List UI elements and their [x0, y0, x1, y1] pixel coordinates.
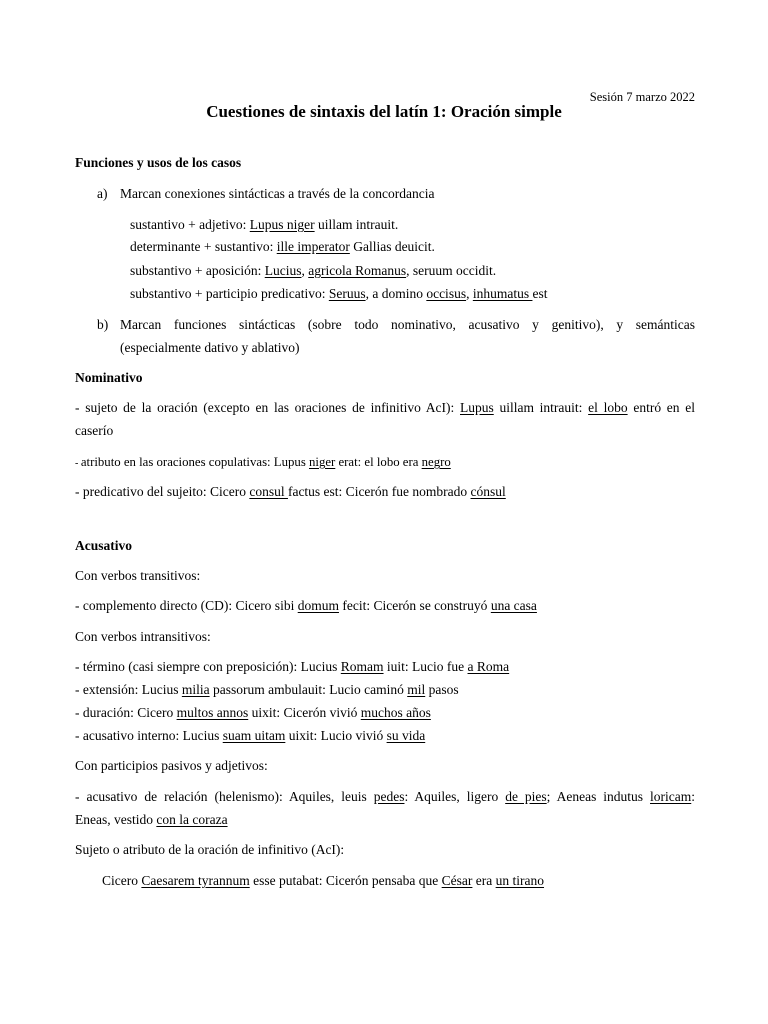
acusativo-intransitivos: Con verbos intransitivos:	[75, 629, 211, 644]
list-marker-b: b)	[97, 317, 109, 332]
list-item-a-text: Marcan conexiones sintácticas a través de la concordancia	[120, 186, 435, 201]
list-item-b-line2: (especialmente dativo y ablativo)	[120, 340, 300, 355]
acusativo-cicero-example: Cicero Caesarem tyrannum esse putabat: Cicerón pensaba que César era un tirano	[102, 873, 545, 888]
list-marker-a: a)	[97, 186, 108, 201]
acusativo-participios: Con participios pasivos y adjetivos:	[75, 758, 268, 773]
acusativo-cd: - complemento directo (CD): Cicero sibi domum fecit: Cicerón se construyó una casa	[75, 598, 537, 613]
nominativo-predicativo: - predicativo del sujeito: Cicero consul factus est: Cicerón fue nombrado cónsul	[75, 484, 506, 499]
section-heading-nominativo: Nominativo	[75, 370, 143, 385]
session-date: Sesión 7 marzo 2022	[589, 90, 695, 104]
acusativo-interno: - acusativo interno: Lucius suam uitam uixit: Lucio vivió su vida	[75, 728, 426, 743]
acusativo-extension: - extensión: Lucius milia passorum ambulauit: Lucio caminó mil pasos	[75, 682, 459, 697]
list-item-b-line1: Marcan funciones sintácticas (sobre todo nominativo, acusativo y genitivo), y semánticas	[120, 317, 695, 332]
example-line: substantivo + participio predicativo: Seruus, a domino occisus, inhumatus est	[130, 286, 548, 301]
example-line: determinante + sustantivo: ille imperator Gallias deuicit.	[130, 239, 435, 254]
nominativo-atributo: - atributo en las oraciones copulativas: Lupus niger erat: el lobo era negro	[75, 455, 451, 469]
nominativo-sujeto-line2: caserío	[75, 423, 114, 438]
acusativo-transitivos: Con verbos transitivos:	[75, 568, 201, 583]
acusativo-relacion-line1: - acusativo de relación (helenismo): Aquiles, leuis pedes: Aquiles, ligero de pies; Aeneas indutus loricam:	[75, 789, 696, 804]
section-heading-acusativo: Acusativo	[75, 538, 132, 553]
acusativo-duracion: - duración: Cicero multos annos uixit: Cicerón vivió muchos años	[75, 705, 431, 720]
nominativo-sujeto-line1: - sujeto de la oración (excepto en las oraciones de infinitivo AcI): Lupus uillam intrauit: el lobo entró en el	[75, 400, 695, 415]
acusativo-relacion-line2: Eneas, vestido con la coraza	[75, 812, 228, 827]
example-line: sustantivo + adjetivo: Lupus niger uillam intrauit.	[130, 217, 399, 232]
section-heading-funciones: Funciones y usos de los casos	[75, 155, 242, 170]
document-title: Cuestiones de sintaxis del latín 1: Oración simple	[206, 102, 562, 121]
acusativo-aci: Sujeto o atributo de la oración de infinitivo (AcI):	[75, 842, 345, 857]
example-line: substantivo + aposición: Lucius, agricola Romanus, seruum occidit.	[130, 263, 497, 278]
acusativo-termino: - término (casi siempre con preposición): Lucius Romam iuit: Lucio fue a Roma	[75, 659, 510, 674]
